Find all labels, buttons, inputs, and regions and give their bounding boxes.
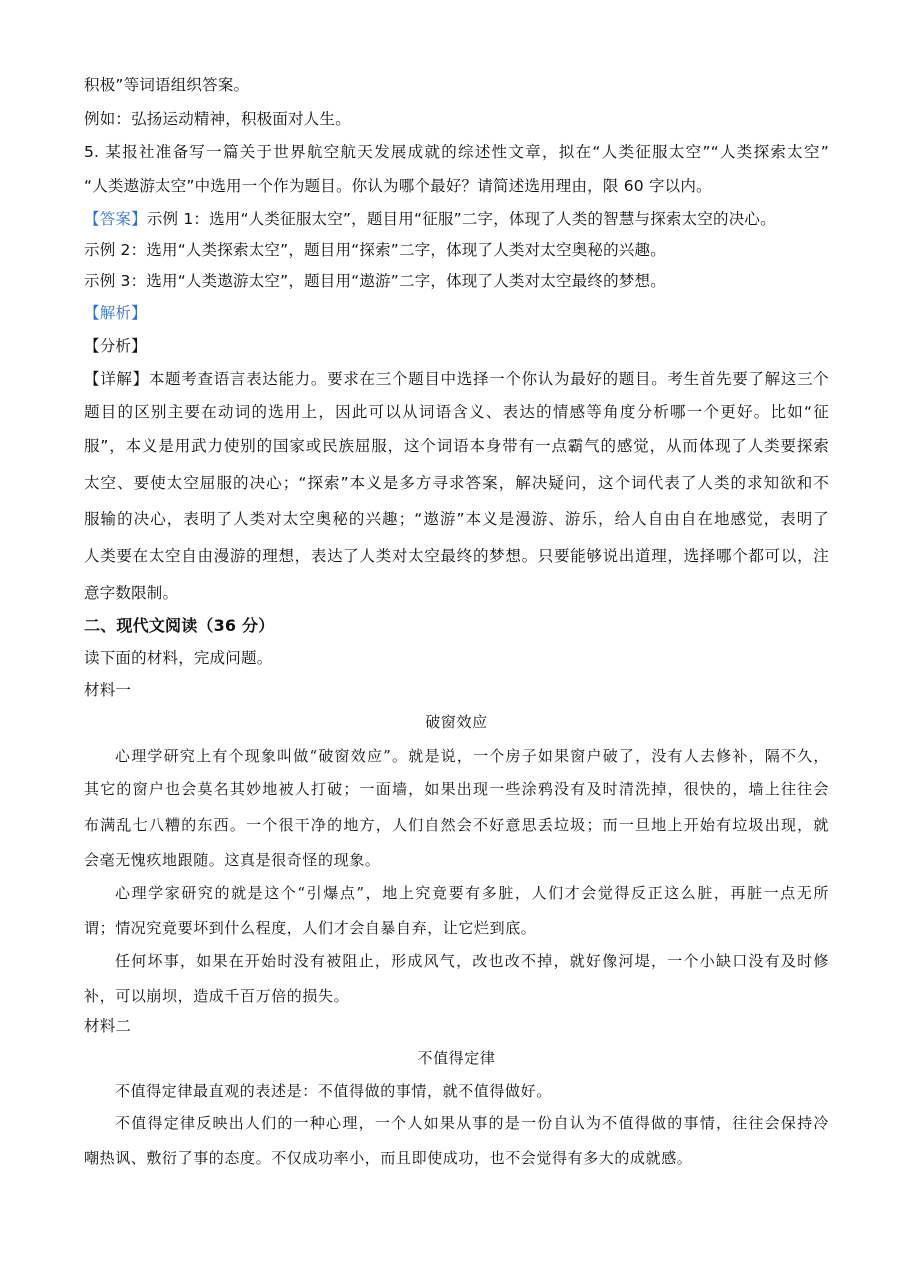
detail-line: 服”，本义是用武力使别的国家或民族屈服，这个词语本身带有一点霸气的感觉，从而体现了人类要探索 [84,437,829,455]
detail-line: 人类要在太空自由漫游的理想，表达了人类对太空最终的梦想。只要能够说出道理，选择哪个都可以，注 [84,547,829,565]
answer-tag: 【答案】 [84,210,147,228]
material-line: 嘲热讽、敷衍了事的态度。不仅成功率小，而且即使成功，也不会觉得有多大的成就感。 [84,1149,693,1167]
answer-line: 示例 2：选用“人类探索太空”，题目用“探索”二字，体现了人类对太空奥秘的兴趣。 [84,241,666,259]
material-line: 心理学家研究的就是这个“引爆点”，地上究竟要有多脏，人们才会觉得反正这么脏，再脏一点无所 [115,884,829,902]
analysis-tag: 【解析】 [84,304,147,322]
material-line: 不值得定律反映出人们的一种心理，一个人如果从事的是一份自认为不值得做的事情，往往会保持冷 [115,1114,829,1132]
material-label: 材料二 [84,1017,132,1035]
material-label: 材料一 [84,681,132,699]
detail-line: 太空、要使太空屈服的决心；“探索”本义是多方寻求答案，解决疑问，这个词代表了人类的求知欲和不 [84,474,829,492]
detail-line: 服输的决心，表明了人类对太空奥秘的兴趣；“遨游”本义是漫游、游乐，给人自由自在地感觉，表明了 [84,510,829,528]
answer-text: 示例 1：选用“人类征服太空”，题目用“征服”二字，体现了人类的智慧与探索太空的决心。 [146,210,776,228]
material-line: 会毫无愧疚地跟随。这真是很奇怪的现象。 [84,851,381,869]
answer-line [84,208,829,230]
material-line: 补，可以崩坝，造成千百万倍的损失。 [84,987,350,1005]
material-line: 任何坏事，如果在开始时没有被阻止，形成风气，改也改不掉，就好像河堤，一个小缺口没有及时修 [115,952,829,970]
question-5-line: 5. 某报社准备写一篇关于世界航空航天发展成就的综述性文章，拟在“人类征服太空”“人类探索太空” [84,143,829,161]
text-line: 例如：弘扬运动精神，积极面对人生。 [84,110,351,128]
detail-line: 【详解】本题考查语言表达能力。要求在三个题目中选择一个你认为最好的题目。考生首先要了解这三个 [84,370,829,388]
material-line: 布满乱七八糟的东西。一个很干净的地方，人们自然会不好意思丢垃圾；而一旦地上开始有垃圾出现，就 [84,816,829,834]
material-line: 心理学研究上有个现象叫做“破窗效应”。就是说，一个房子如果窗户破了，没有人去修补，隔不久， [115,747,829,765]
detail-line: 意字数限制。 [84,584,179,602]
material-line: 其它的窗户也会莫名其妙地被人打破；一面墙，如果出现一些涂鸦没有及时清洗掉，很快的，墙上往往会 [84,780,829,798]
text-line: 积极”等词语组织答案。 [84,76,250,94]
material-line: 不值得定律最直观的表述是：不值得做的事情，就不值得做好。 [115,1082,552,1100]
material-line: 谓；情况究竟要坏到什么程度，人们才会自暴自弃，让它烂到底。 [84,919,537,937]
material-title: 不值得定律 [417,1049,496,1067]
detail-line: 题目的区别主要在动词的选用上，因此可以从词语含义、表达的情感等角度分析哪一个更好。比如“征 [84,403,829,421]
answer-line: 示例 3：选用“人类遨游太空”，题目用“遨游”二字，体现了人类对太空最终的梦想。 [84,272,666,290]
section-heading: 二、现代文阅读（36 分） [84,616,275,635]
question-5-line: “人类遨游太空”中选用一个作为题目。你认为哪个最好？请简述选用理由，限 60 字以内。 [84,177,712,195]
fenxi-label: 【分析】 [84,337,147,355]
material-title: 破窗效应 [425,713,488,731]
instruction-line: 读下面的材料，完成问题。 [84,649,273,667]
